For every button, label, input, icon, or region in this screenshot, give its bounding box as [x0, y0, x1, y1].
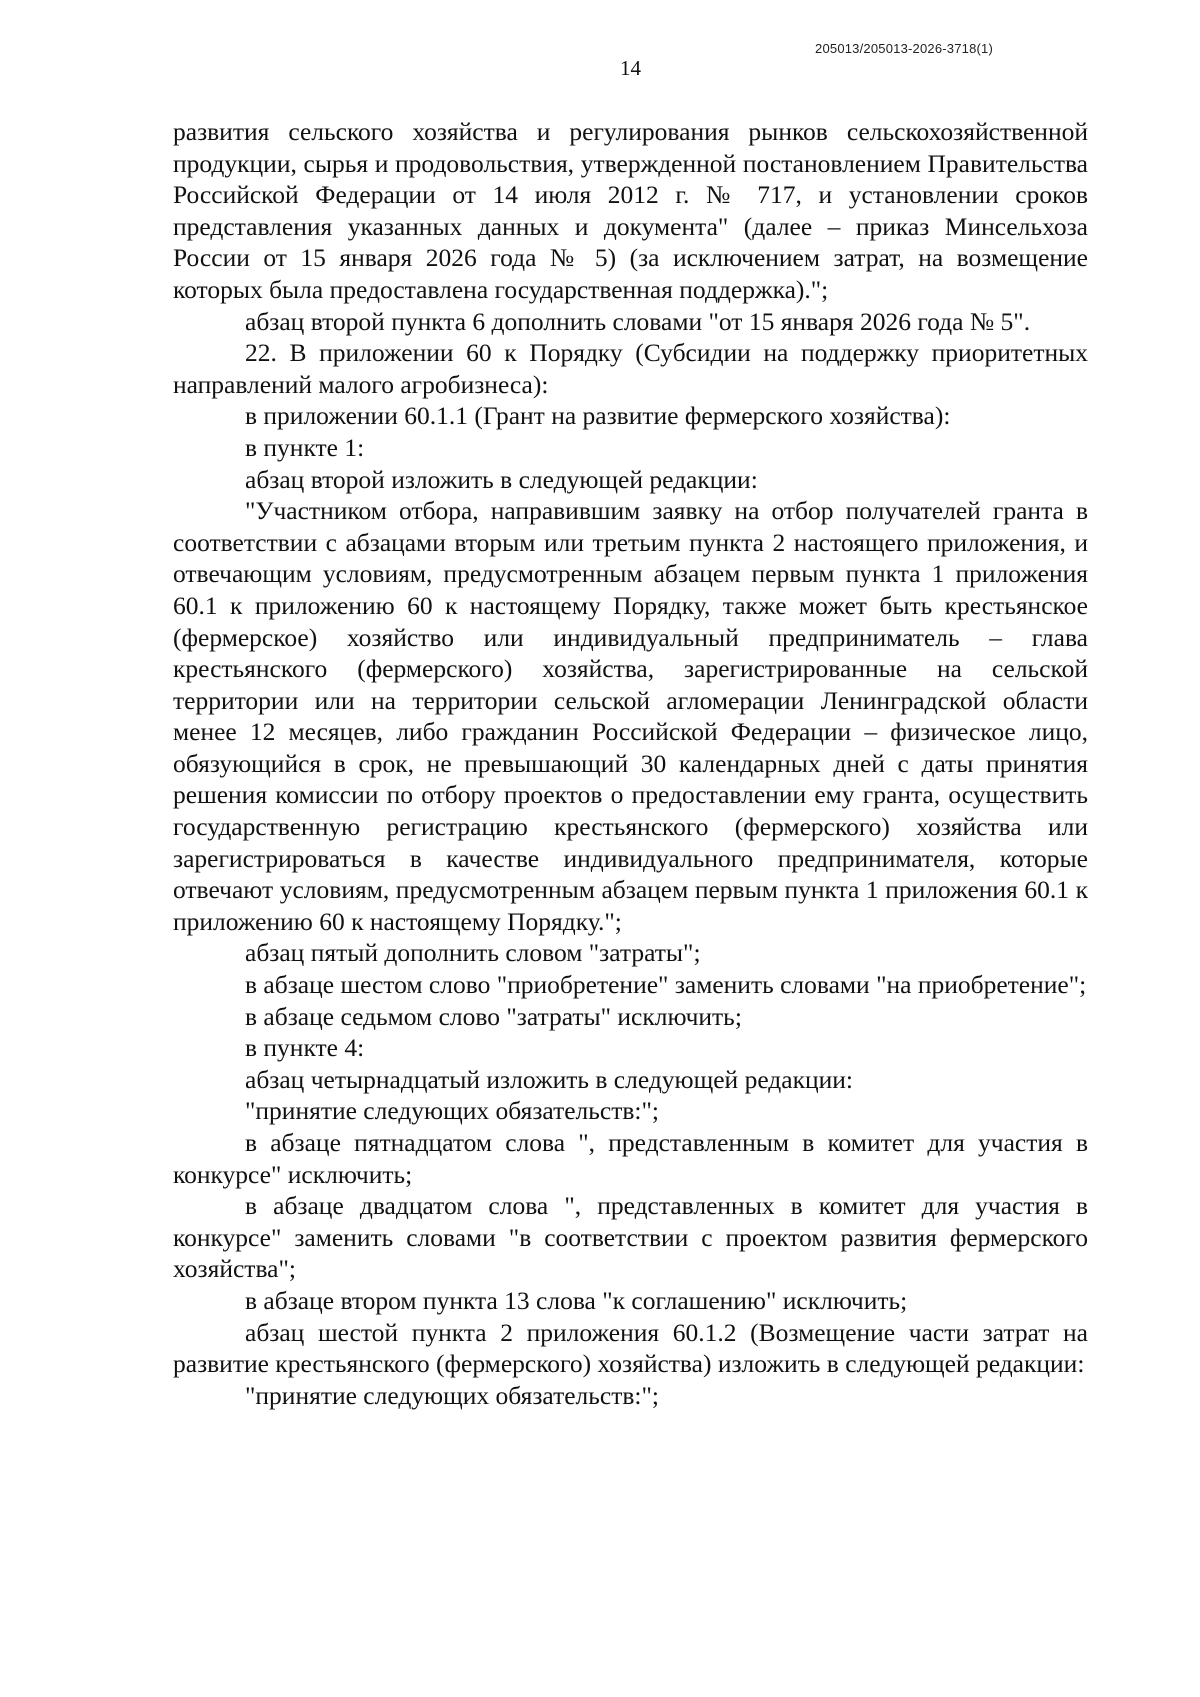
paragraph-12: абзац четырнадцатый изложить в следующей редакции: — [245, 1064, 854, 1094]
paragraph-6: абзац второй изложить в следующей редакции: — [245, 464, 758, 494]
paragraph-13: "принятие следующих обязательств:"; — [245, 1096, 659, 1126]
paragraph-11: в пункте 4: — [245, 1033, 365, 1063]
paragraph-5: в пункте 1: — [245, 432, 365, 462]
paragraph-9: в абзаце шестом слово "приобретение" заменить словами "на приобретение"; — [245, 970, 1087, 1000]
paragraph-15: в абзаце двадцатом слова ", представленных в комитет для участия в конкурсе" заменить словами "в соответствии с проектом развития фермерского хозяйства"; — [173, 1191, 1088, 1284]
paragraph-17: абзац шестой пункта 2 приложения 60.1.2 (Возмещение части затрат на развитие крестьянского (фермерского) хозяйства) изложить в следующей редакции: — [173, 1317, 1088, 1379]
paragraph-16: в абзаце втором пункта 13 слова "к соглашению" исключить; — [245, 1285, 908, 1315]
paragraph-2: абзац второй пункта 6 дополнить словами "от 15 января 2026 года № 5". — [245, 306, 1031, 336]
paragraph-7: "Участником отбора, направившим заявку на отбор получателей гранта в соответствии с абзацами вторым или третьим пункта 2 настоящего приложения, и отвечающим условиям, предусмотренным абзацем первым пункта 1 приложения 60.1 к приложению 60 к настоящему Порядку, также может быть крестьянское (фермерское) хозяйство или индивидуальный предприниматель – глава крестьянского (фермерского) хозяйства, зарегистрированные на сельской территории или на территории сельской агломерации Ленинградской области менее 12 месяцев, либо гражданин Российской Федерации – физическое лицо, обязующийся в срок, не превышающий 30 календарных дней с даты принятия решения комиссии по отбору проектов о предоставлении ему гранта, осуществить государственную регистрацию крестьянского (фермерского) хозяйства или зарегистрироваться в качестве индивидуального предпринимателя, которые отвечают условиям, предусмотренным абзацем первым пункта 1 приложения 60.1 к приложению 60 к настоящему Порядку."; — [173, 496, 1088, 936]
paragraph-3: 22. В приложении 60 к Порядку (Субсидии на поддержку приоритетных направлений малого агробизнеса): — [173, 338, 1088, 399]
document-body — [173, 116, 1088, 1411]
paragraph-14: в абзаце пятнадцатом слова ", представленным в комитет для участия в конкурсе" исключить; — [173, 1128, 1088, 1189]
paragraph-1: развития сельского хозяйства и регулирования рынков сельскохозяйственной продукции, сырья и продовольствия, утвержденной постановлением Правительства Российской Федерации от 14 июля 2012 г. № 717, и установлении сроков представления указанных данных и документа" (далее – приказ Минсельхоза России от 15 января 2026 года № 5) (за исключением затрат, на возмещение которых была предоставлена государственная поддержка)."; — [173, 117, 1088, 304]
paragraph-8: абзац пятый дополнить словом "затраты"; — [245, 938, 701, 968]
paragraph-4: в приложении 60.1.1 (Грант на развитие фермерского хозяйства): — [245, 401, 951, 431]
paragraph-18: "принятие следующих обязательств:"; — [245, 1380, 659, 1410]
page-number: 14 — [620, 56, 641, 80]
paragraph-10: в абзаце седьмом слово "затраты" исключить; — [245, 1001, 742, 1031]
document-registration-number: 205013/205013-2026-3718(1) — [815, 41, 993, 56]
